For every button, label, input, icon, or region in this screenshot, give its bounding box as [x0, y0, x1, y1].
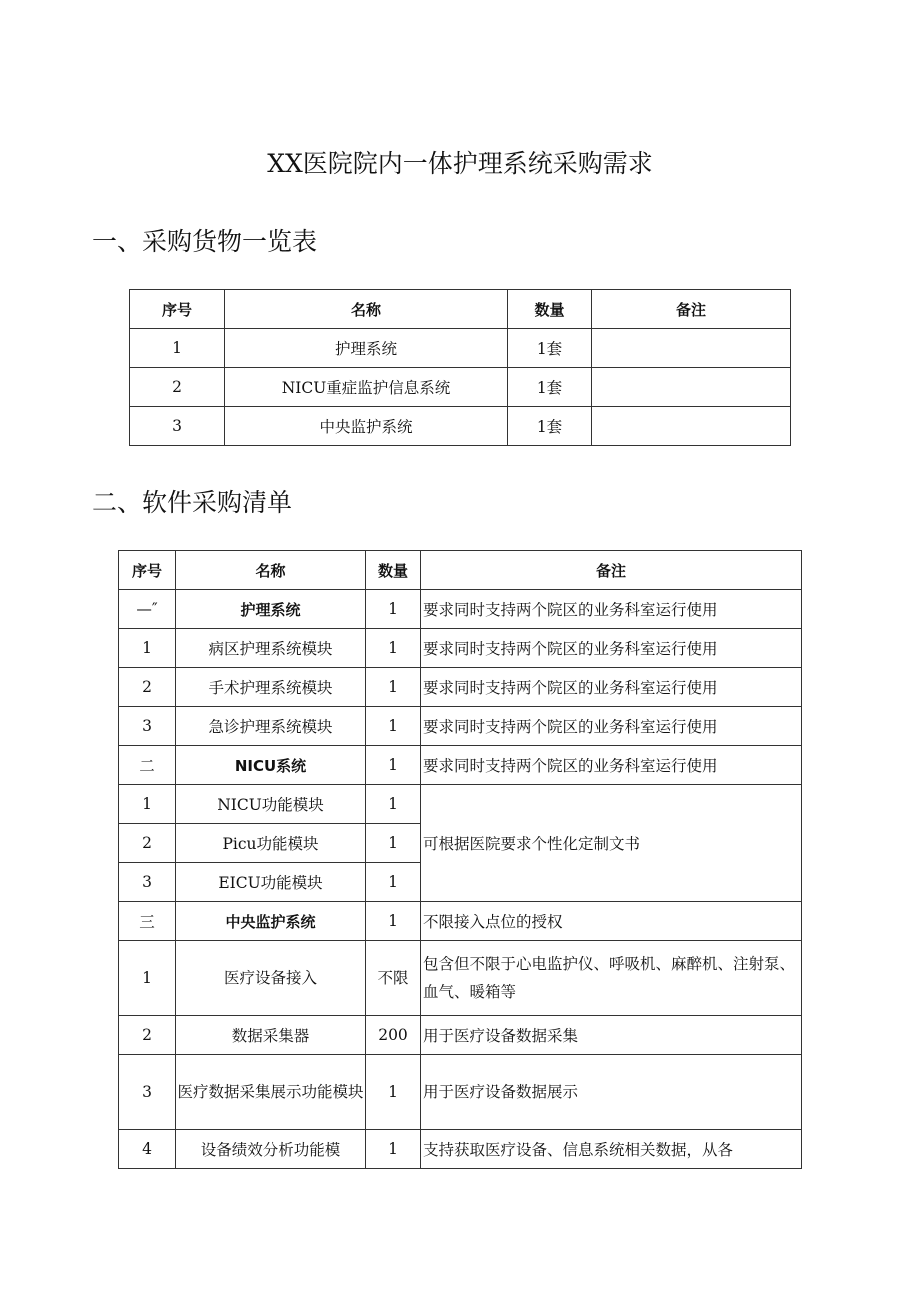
cell-no: 三: [119, 902, 176, 941]
cell-note: 包含但不限于心电监护仪、呼吸机、麻醉机、注射泵、血气、暖箱等: [421, 941, 802, 1016]
cell-no: 3: [119, 1055, 176, 1130]
cell-note: 用于医疗设备数据展示: [421, 1055, 802, 1130]
cell-qty: 1: [366, 785, 421, 824]
cell-qty: 1套: [508, 368, 592, 407]
table-row: [119, 941, 802, 1016]
header-note: 备注: [421, 551, 802, 590]
cell-note: 要求同时支持两个院区的业务科室运行使用: [421, 629, 802, 668]
cell-name: NICU系统: [176, 746, 366, 785]
cell-qty: 1: [366, 1055, 421, 1130]
cell-name: Picu功能模块: [176, 824, 366, 863]
cell-no: 2: [119, 824, 176, 863]
cell-name: 护理系统: [225, 329, 508, 368]
cell-qty: 1套: [508, 407, 592, 446]
cell-qty: 1套: [508, 329, 592, 368]
cell-name: 中央监护系统: [225, 407, 508, 446]
table-row: [119, 590, 802, 629]
cell-name: 护理系统: [176, 590, 366, 629]
table-row: [119, 1016, 802, 1055]
table-row: [119, 746, 802, 785]
cell-no: 1: [119, 941, 176, 1016]
table-row: [119, 1130, 802, 1169]
cell-note: 要求同时支持两个院区的业务科室运行使用: [421, 668, 802, 707]
cell-qty: 1: [366, 863, 421, 902]
cell-no: 2: [119, 668, 176, 707]
table-row: [119, 1055, 802, 1130]
cell-name: 数据采集器: [176, 1016, 366, 1055]
cell-note: [592, 407, 791, 446]
table-row: [130, 368, 791, 407]
cell-qty: 1: [366, 902, 421, 941]
cell-note: [592, 329, 791, 368]
software-procurement-table: [118, 550, 802, 1169]
cell-name: NICU功能模块: [176, 785, 366, 824]
header-qty: 数量: [366, 551, 421, 590]
cell-qty: 1: [366, 590, 421, 629]
table-row: [130, 407, 791, 446]
table-row: [119, 902, 802, 941]
section-heading-1: 一、采购货物一览表: [92, 227, 318, 256]
procurement-goods-table: [129, 289, 791, 446]
cell-name: 急诊护理系统模块: [176, 707, 366, 746]
table-row: [119, 629, 802, 668]
table-row: [119, 668, 802, 707]
cell-qty: 1: [366, 668, 421, 707]
cell-note: 支持获取医疗设备、信息系统相关数据，从各: [421, 1130, 802, 1169]
header-no: 序号: [119, 551, 176, 590]
cell-qty: 1: [366, 629, 421, 668]
cell-name: 病区护理系统模块: [176, 629, 366, 668]
document-title: XX医院院内一体护理系统采购需求: [267, 149, 653, 178]
cell-name: 中央监护系统: [176, 902, 366, 941]
cell-note: 要求同时支持两个院区的业务科室运行使用: [421, 746, 802, 785]
cell-no: 4: [119, 1130, 176, 1169]
cell-qty: 1: [366, 707, 421, 746]
cell-note: 要求同时支持两个院区的业务科室运行使用: [421, 590, 802, 629]
cell-no: 1: [119, 629, 176, 668]
cell-qty: 1: [366, 746, 421, 785]
cell-name: 手术护理系统模块: [176, 668, 366, 707]
cell-no: 1: [119, 785, 176, 824]
table-row: [119, 707, 802, 746]
table-row: [130, 329, 791, 368]
cell-name: 医疗设备接入: [176, 941, 366, 1016]
cell-no: 1: [130, 329, 225, 368]
cell-qty: 1: [366, 1130, 421, 1169]
header-no: 序号: [130, 290, 225, 329]
cell-no: 3: [130, 407, 225, 446]
table-header-row: [119, 551, 802, 590]
cell-qty: 1: [366, 824, 421, 863]
cell-no: —″: [119, 590, 176, 629]
table-row: [119, 785, 802, 824]
cell-no: 二: [119, 746, 176, 785]
cell-name: 医疗数据采集展示功能模块: [176, 1055, 366, 1130]
header-name: 名称: [176, 551, 366, 590]
header-qty: 数量: [508, 290, 592, 329]
cell-note: 用于医疗设备数据采集: [421, 1016, 802, 1055]
cell-no: 2: [119, 1016, 176, 1055]
cell-name: EICU功能模块: [176, 863, 366, 902]
cell-qty: 不限: [366, 941, 421, 1016]
cell-name: 设备绩效分析功能模: [176, 1130, 366, 1169]
cell-qty: 200: [366, 1016, 421, 1055]
header-note: 备注: [592, 290, 791, 329]
cell-no: 3: [119, 707, 176, 746]
section-heading-2: 二、软件采购清单: [92, 488, 293, 517]
cell-no: 3: [119, 863, 176, 902]
cell-name: NICU重症监护信息系统: [225, 368, 508, 407]
cell-note: 要求同时支持两个院区的业务科室运行使用: [421, 707, 802, 746]
cell-note-merged: 可根据医院要求个性化定制文书: [421, 785, 802, 902]
table-header-row: [130, 290, 791, 329]
header-name: 名称: [225, 290, 508, 329]
cell-note: [592, 368, 791, 407]
cell-note: 不限接入点位的授权: [421, 902, 802, 941]
cell-no: 2: [130, 368, 225, 407]
